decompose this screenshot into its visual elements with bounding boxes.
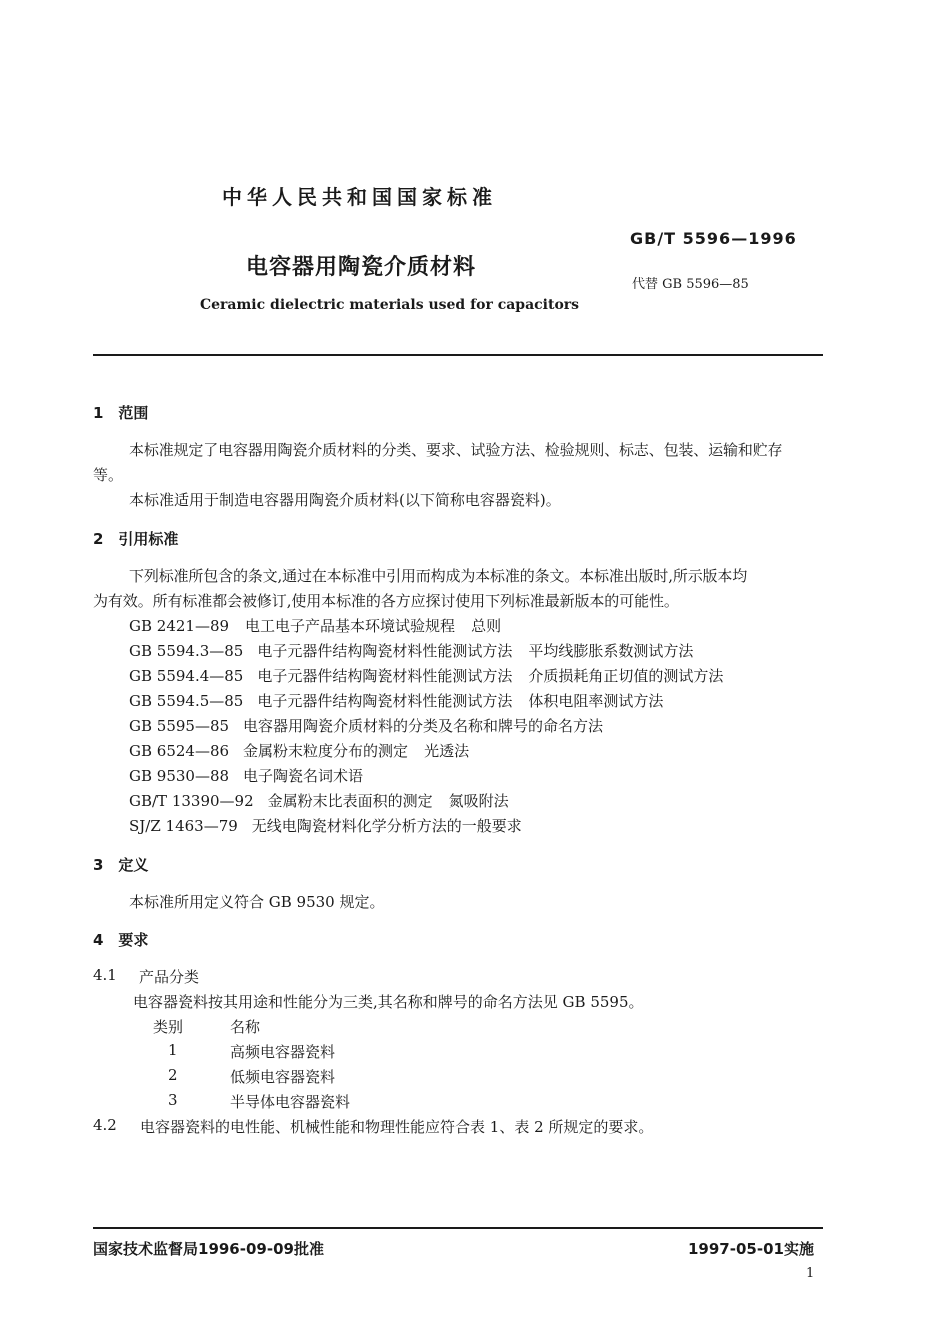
- reference-title: 金属粉末比表面积的测定: [267, 792, 433, 810]
- section-4-1-text: 电容器瓷料按其用途和性能分为三类,其名称和牌号的命名方法见 GB 5595。: [133, 993, 644, 1011]
- approval-note: 国家技术监督局1996-09-09批准: [93, 1240, 324, 1258]
- reference-code: GB 5594.5—85: [129, 692, 244, 710]
- reference-row: [129, 690, 663, 711]
- reference-subtitle: 氮吸附法: [448, 792, 509, 810]
- reference-row: [129, 615, 501, 636]
- implementation-date: 1997-05-01实施: [688, 1240, 814, 1258]
- classification-category: 3: [168, 1091, 178, 1109]
- reference-title: 电子元器件结构陶瓷材料性能测试方法: [257, 692, 513, 710]
- section-2-heading: 2 引用标准: [93, 530, 179, 548]
- section-4-1-number: 4.1: [93, 966, 117, 984]
- page-number: 1: [806, 1266, 815, 1281]
- reference-subtitle: 光透法: [424, 742, 470, 760]
- reference-code: GB/T 13390—92: [129, 792, 254, 810]
- section-3-heading: 3 定义: [93, 856, 149, 874]
- reference-title: 无线电陶瓷材料化学分析方法的一般要求: [251, 817, 522, 835]
- reference-row: [129, 790, 509, 811]
- reference-subtitle: 总则: [471, 617, 502, 635]
- header-rule: [93, 354, 823, 356]
- reference-subtitle: 体积电阻率测试方法: [528, 692, 664, 710]
- reference-code: GB 5594.4—85: [129, 667, 244, 685]
- reference-code: GB 9530—88: [129, 767, 230, 785]
- section-2-intro-line-2: 为有效。所有标准都会被修订,使用本标准的各方应探讨使用下列标准最新版本的可能性。: [93, 592, 679, 610]
- document-title-zh: 电容器用陶瓷介质材料: [246, 255, 477, 280]
- national-standard-heading: 中华人民共和国国家标准: [222, 185, 497, 209]
- reference-code: GB 5594.3—85: [129, 642, 244, 660]
- standard-code: GB/T 5596—1996: [630, 229, 797, 248]
- section-2-intro-line-1: 下列标准所包含的条文,通过在本标准中引用而构成为本标准的条文。本标准出版时,所示版本均: [129, 567, 748, 585]
- reference-title: 电工电子产品基本环境试验规程: [245, 617, 456, 635]
- section-1-paragraph-2: 本标准适用于制造电容器用陶瓷介质材料(以下简称电容器瓷料)。: [129, 491, 561, 509]
- reference-title: 电子元器件结构陶瓷材料性能测试方法: [257, 667, 513, 685]
- reference-title: 电容器用陶瓷介质材料的分类及名称和牌号的命名方法: [243, 717, 604, 735]
- reference-subtitle: 介质损耗角正切值的测试方法: [528, 667, 724, 685]
- replaces-note: 代替 GB 5596—85: [632, 277, 749, 292]
- classification-category: 1: [168, 1041, 178, 1059]
- section-1-paragraph-1-line-1: 本标准规定了电容器用陶瓷介质材料的分类、要求、试验方法、检验规则、标志、包装、运输和贮存: [129, 441, 783, 459]
- classification-name: 高频电容器瓷料: [230, 1043, 336, 1061]
- section-4-2-number: 4.2: [93, 1116, 117, 1134]
- reference-row: [129, 640, 693, 661]
- reference-code: SJ/Z 1463—79: [129, 817, 238, 835]
- classification-header-name: 名称: [230, 1018, 261, 1036]
- reference-subtitle: 平均线膨胀系数测试方法: [528, 642, 694, 660]
- reference-code: GB 2421—89: [129, 617, 230, 635]
- reference-title: 电子陶瓷名词术语: [243, 767, 364, 785]
- reference-row: [129, 715, 619, 736]
- reference-row: [129, 740, 469, 761]
- section-3-paragraph: 本标准所用定义符合 GB 9530 规定。: [129, 893, 385, 911]
- reference-code: GB 5595—85: [129, 717, 230, 735]
- section-4-2-text: 电容器瓷料的电性能、机械性能和物理性能应符合表 1、表 2 所规定的要求。: [140, 1118, 654, 1136]
- footer-rule: [93, 1227, 823, 1229]
- classification-header-category: 类别: [153, 1018, 184, 1036]
- classification-name: 低频电容器瓷料: [230, 1068, 336, 1086]
- reference-title: 金属粉末粒度分布的测定: [243, 742, 409, 760]
- classification-category: 2: [168, 1066, 178, 1084]
- reference-code: GB 6524—86: [129, 742, 230, 760]
- classification-name: 半导体电容器瓷料: [230, 1093, 351, 1111]
- section-4-heading: 4 要求: [93, 931, 149, 949]
- reference-row: [129, 665, 723, 686]
- document-title-en: Ceramic dielectric materials used for capacitors: [200, 297, 580, 313]
- section-4-1-title: 产品分类: [139, 968, 200, 986]
- section-1-heading: 1 范围: [93, 404, 149, 422]
- reference-row: [129, 815, 538, 836]
- reference-title: 电子元器件结构陶瓷材料性能测试方法: [257, 642, 513, 660]
- section-1-paragraph-1-line-2: 等。: [93, 466, 124, 484]
- reference-row: [129, 765, 379, 786]
